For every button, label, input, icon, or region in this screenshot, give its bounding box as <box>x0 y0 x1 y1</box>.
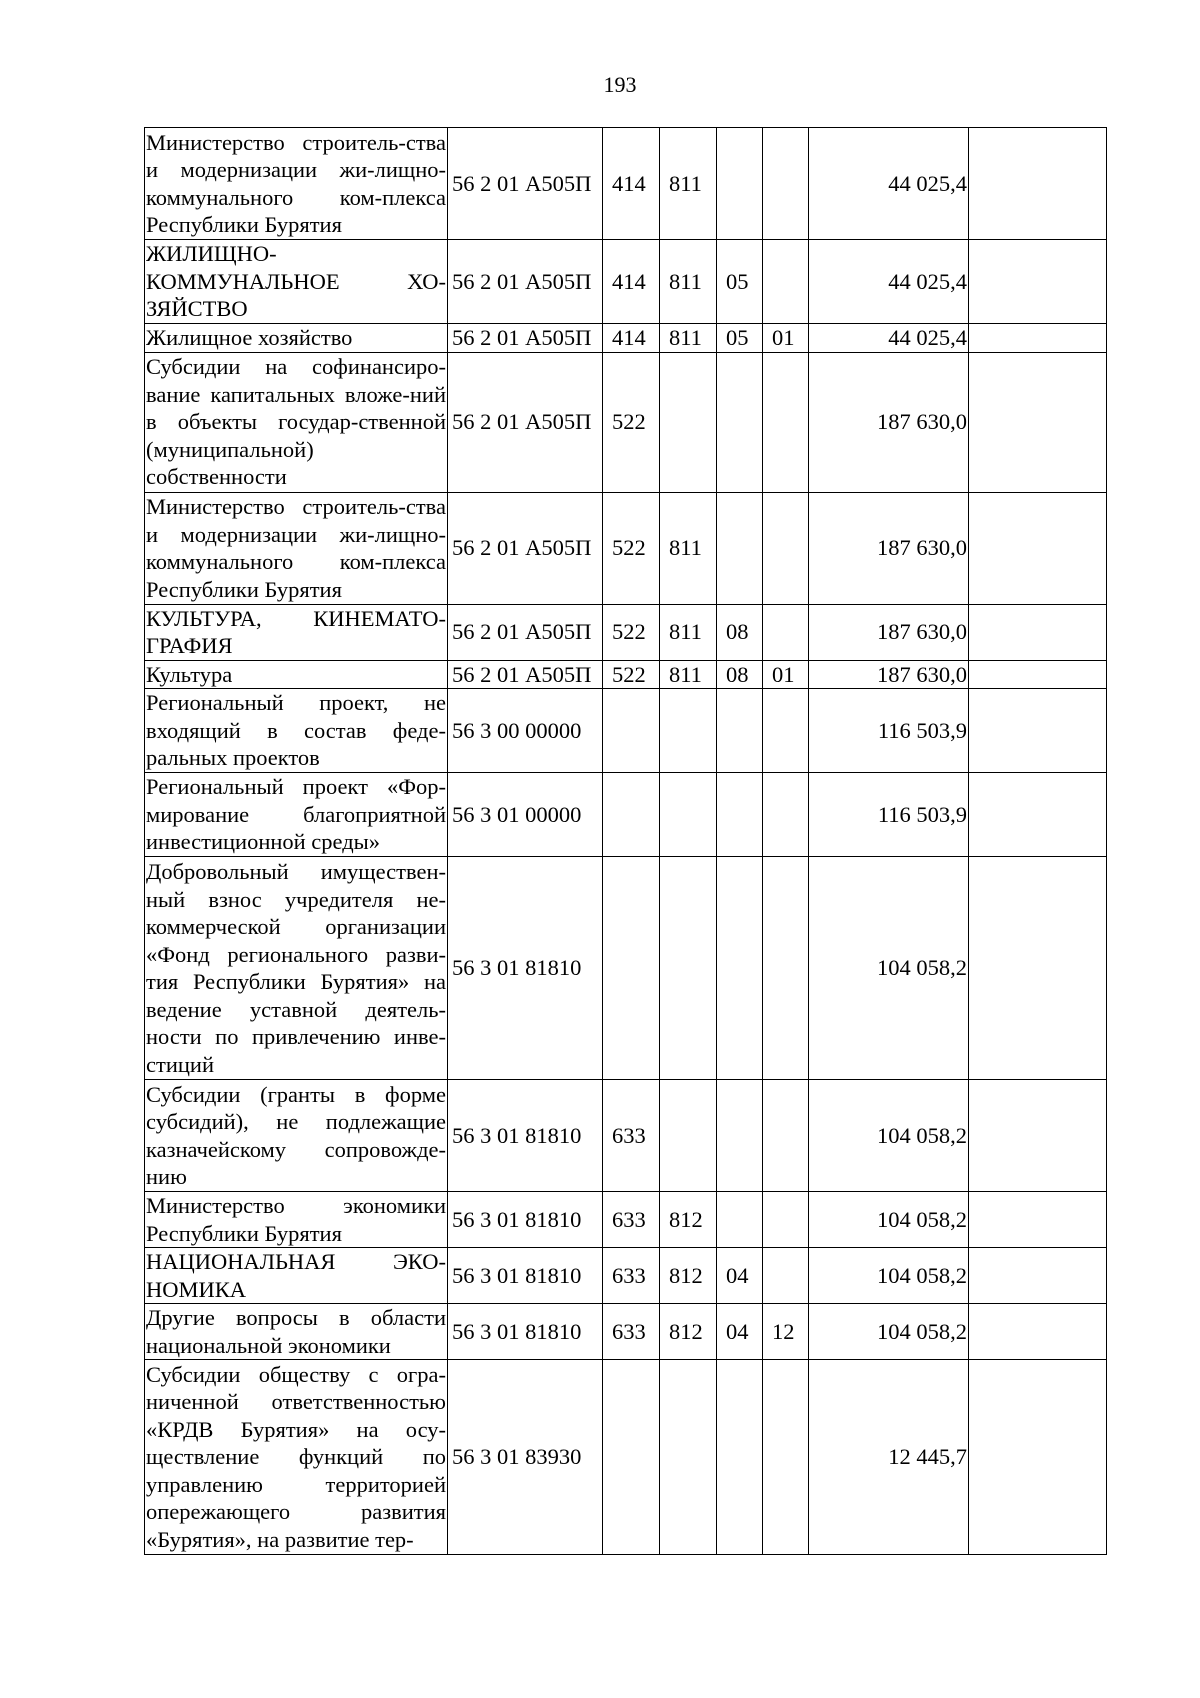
expense-type-code-cell <box>603 857 660 1080</box>
empty-cell <box>969 128 1107 240</box>
empty-cell <box>969 352 1107 492</box>
section-code-cell <box>717 128 763 240</box>
empty-cell <box>969 240 1107 324</box>
amount-cell: 44 025,4 <box>809 240 969 324</box>
ministry-code-cell: 811 <box>660 604 717 660</box>
row-name-cell: Региональный проект «Фор-мирование благоприятной инвестиционной среды» <box>145 773 448 857</box>
row-name-cell: Министерство строитель-ства и модернизации жи-лищно-коммунального ком-плекса Республики Бурятия <box>145 128 448 240</box>
expense-type-code-cell: 633 <box>603 1192 660 1248</box>
section-code-cell <box>717 492 763 604</box>
amount-cell: 44 025,4 <box>809 128 969 240</box>
ministry-code-cell: 812 <box>660 1192 717 1248</box>
expense-type-code-cell: 522 <box>603 352 660 492</box>
expense-type-code-cell <box>603 773 660 857</box>
table-row <box>145 128 1107 240</box>
empty-cell <box>969 492 1107 604</box>
target-article-code-cell: 56 3 01 00000 <box>448 773 603 857</box>
table-row <box>145 1192 1107 1248</box>
table-row <box>145 857 1107 1080</box>
subsection-code-cell <box>763 1080 809 1192</box>
subsection-code-cell <box>763 1192 809 1248</box>
row-name-cell: Субсидии (гранты в форме субсидий), не подлежащие казначейскому сопровожде-нию <box>145 1080 448 1192</box>
table-body <box>145 128 1107 1555</box>
section-code-cell: 04 <box>717 1248 763 1304</box>
row-name-cell: Субсидии обществу с огра-ниченной ответственностью «КРДВ Бурятия» на осу-ществление функций по управлению территорией опережающего развития «Бурятия», на развитие тер- <box>145 1360 448 1555</box>
amount-cell: 104 058,2 <box>809 1192 969 1248</box>
target-article-code-cell: 56 3 01 81810 <box>448 1192 603 1248</box>
ministry-code-cell: 811 <box>660 660 717 689</box>
table-row <box>145 1080 1107 1192</box>
subsection-code-cell: 01 <box>763 660 809 689</box>
section-code-cell: 05 <box>717 240 763 324</box>
subsection-code-cell <box>763 604 809 660</box>
target-article-code-cell: 56 2 01 А505П <box>448 128 603 240</box>
section-code-cell: 08 <box>717 660 763 689</box>
row-name-cell: НАЦИОНАЛЬНАЯ ЭКО-НОМИКА <box>146 1249 446 1302</box>
table-row <box>145 689 1107 773</box>
empty-cell <box>969 1304 1107 1360</box>
amount-cell: 187 630,0 <box>809 604 969 660</box>
section-code-cell <box>717 773 763 857</box>
target-article-code-cell: 56 2 01 А505П <box>448 660 603 689</box>
ministry-code-cell <box>660 1080 717 1192</box>
row-name-cell: Министерство экономики Республики Бурятия <box>146 1193 446 1246</box>
amount-cell: 104 058,2 <box>809 857 969 1080</box>
target-article-code-cell: 56 3 00 00000 <box>448 689 603 773</box>
subsection-code-cell <box>763 352 809 492</box>
subsection-code-cell <box>763 1248 809 1304</box>
expense-type-code-cell: 522 <box>603 492 660 604</box>
ministry-code-cell <box>660 773 717 857</box>
row-name-cell: ЖИЛИЩНО-КОММУНАЛЬНОЕ ХО-ЗЯЙСТВО <box>145 240 448 324</box>
target-article-code-cell: 56 2 01 А505П <box>448 352 603 492</box>
row-name-cell: Министерство строитель-ства и модернизации жи-лищно-коммунального ком-плекса Республики Бурятия <box>145 492 448 604</box>
ministry-code-cell: 811 <box>660 324 717 353</box>
row-name-cell: Региональный проект, не входящий в состав феде-ральных проектов <box>145 689 448 773</box>
ministry-code-cell: 811 <box>660 492 717 604</box>
ministry-code-cell <box>660 689 717 773</box>
expense-type-code-cell: 633 <box>603 1248 660 1304</box>
section-code-cell <box>717 1192 763 1248</box>
row-name-cell: Жилищное хозяйство <box>145 324 448 353</box>
subsection-code-cell <box>763 773 809 857</box>
empty-cell <box>969 857 1107 1080</box>
table-row <box>145 1248 1107 1304</box>
table-row <box>145 660 1107 689</box>
ministry-code-cell: 812 <box>660 1304 717 1360</box>
amount-cell: 116 503,9 <box>809 689 969 773</box>
amount-cell: 187 630,0 <box>809 660 969 689</box>
ministry-code-cell: 812 <box>660 1248 717 1304</box>
empty-cell <box>969 773 1107 857</box>
subsection-code-cell: 01 <box>763 324 809 353</box>
section-code-cell <box>717 352 763 492</box>
amount-cell: 104 058,2 <box>809 1080 969 1192</box>
expense-type-code-cell: 633 <box>603 1304 660 1360</box>
empty-cell <box>969 1360 1107 1555</box>
expense-type-code-cell: 414 <box>603 128 660 240</box>
amount-cell: 116 503,9 <box>809 773 969 857</box>
subsection-code-cell <box>763 492 809 604</box>
amount-cell: 104 058,2 <box>809 1248 969 1304</box>
expense-type-code-cell: 414 <box>603 324 660 353</box>
ministry-code-cell: 811 <box>660 128 717 240</box>
table-row <box>145 352 1107 492</box>
amount-cell: 44 025,4 <box>809 324 969 353</box>
amount-cell: 104 058,2 <box>809 1304 969 1360</box>
empty-cell <box>969 1080 1107 1192</box>
expense-type-code-cell: 522 <box>603 660 660 689</box>
target-article-code-cell: 56 3 01 81810 <box>448 857 603 1080</box>
ministry-code-cell <box>660 857 717 1080</box>
ministry-code-cell <box>660 352 717 492</box>
table-row <box>145 1304 1107 1360</box>
empty-cell <box>969 604 1107 660</box>
section-code-cell <box>717 857 763 1080</box>
row-name-cell: КУЛЬТУРА, КИНЕМАТО-ГРАФИЯ <box>146 605 446 658</box>
subsection-code-cell <box>763 857 809 1080</box>
empty-cell <box>969 1248 1107 1304</box>
target-article-code-cell: 56 2 01 А505П <box>448 604 603 660</box>
subsection-code-cell <box>763 689 809 773</box>
target-article-code-cell: 56 2 01 А505П <box>448 240 603 324</box>
section-code-cell: 08 <box>717 604 763 660</box>
section-code-cell: 04 <box>717 1304 763 1360</box>
table-row <box>145 492 1107 604</box>
expense-type-code-cell <box>603 1360 660 1555</box>
table-row <box>145 773 1107 857</box>
target-article-code-cell: 56 2 01 А505П <box>448 324 603 353</box>
subsection-code-cell: 12 <box>763 1304 809 1360</box>
expense-type-code-cell <box>603 689 660 773</box>
expense-type-code-cell: 633 <box>603 1080 660 1192</box>
table-row <box>145 604 1107 660</box>
row-name-cell: Культура <box>145 660 448 689</box>
expense-type-code-cell: 522 <box>603 604 660 660</box>
ministry-code-cell: 811 <box>660 240 717 324</box>
amount-cell: 187 630,0 <box>809 352 969 492</box>
target-article-code-cell: 56 2 01 А505П <box>448 492 603 604</box>
ministry-code-cell <box>660 1360 717 1555</box>
empty-cell <box>969 1192 1107 1248</box>
target-article-code-cell: 56 3 01 81810 <box>448 1080 603 1192</box>
empty-cell <box>969 689 1107 773</box>
row-name-cell: Субсидии на софинансиро-вание капитальных вложе-ний в объекты государ-ственной (муниципальной) собственности <box>145 352 448 492</box>
page-number: 193 <box>603 72 637 97</box>
section-code-cell <box>717 1360 763 1555</box>
amount-cell: 12 445,7 <box>809 1360 969 1555</box>
table-row <box>145 240 1107 324</box>
target-article-code-cell: 56 3 01 81810 <box>448 1248 603 1304</box>
row-name-cell: Другие вопросы в области национальной экономики <box>146 1305 446 1358</box>
empty-cell <box>969 660 1107 689</box>
table-row <box>145 1360 1107 1555</box>
target-article-code-cell: 56 3 01 83930 <box>448 1360 603 1555</box>
table-row <box>145 324 1107 353</box>
section-code-cell <box>717 1080 763 1192</box>
section-code-cell <box>717 689 763 773</box>
expense-type-code-cell: 414 <box>603 240 660 324</box>
subsection-code-cell <box>763 240 809 324</box>
budget-table <box>144 127 1107 1555</box>
subsection-code-cell <box>763 128 809 240</box>
section-code-cell: 05 <box>717 324 763 353</box>
amount-cell: 187 630,0 <box>809 492 969 604</box>
row-name-cell: Добровольный имуществен-ный взнос учредителя не-коммерческой организации «Фонд регионального разви-тия Республики Бурятия» на ведение уставной деятель-ности по привлечению инве-стиций <box>145 857 448 1080</box>
target-article-code-cell: 56 3 01 81810 <box>448 1304 603 1360</box>
empty-cell <box>969 324 1107 353</box>
subsection-code-cell <box>763 1360 809 1555</box>
